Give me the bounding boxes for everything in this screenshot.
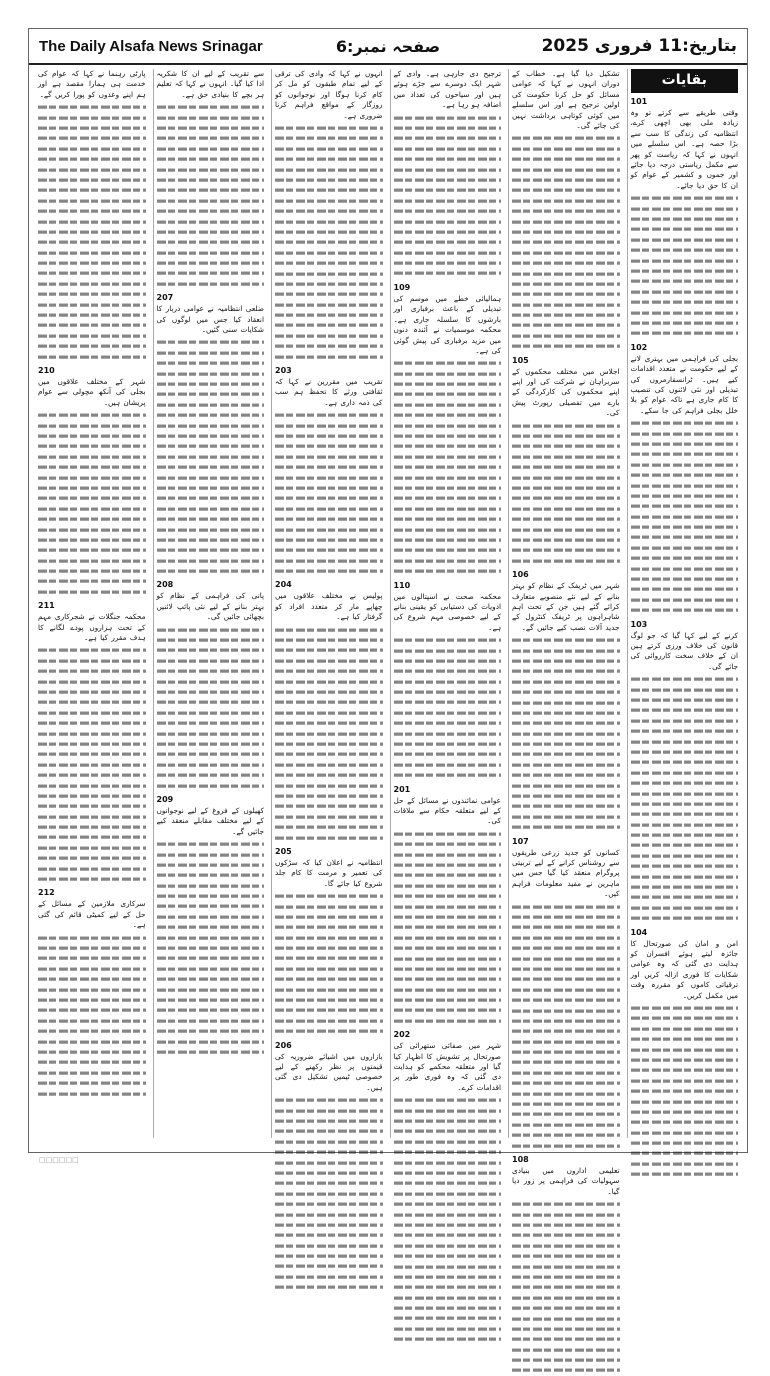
article-number: 206 [275,1040,292,1050]
text-lines [38,410,146,597]
article-number: 108 [512,1155,529,1164]
article-number: 208 [156,580,174,590]
article-number: 210 [38,365,55,375]
article-number: 103 [630,619,648,629]
article-text: اجلاس میں مختلف محکموں کے سربراہان نے شرکت کی اور اپنے اپنے محکموں کی کارکردگی کے بارے میں تفصیلی رپورٹ پیش کی۔ [512,366,620,418]
article-number: 107 [512,836,529,846]
text-lines [38,645,146,884]
article-text: ترجیح دی جارہی ہے۔ وادی کے شہر ایک دوسرے سے جڑے ہوئے ہیں اور سیاحوں کی تعداد میں اضافہ ہو رہا ہے۔ [393,69,501,110]
article-text: شہر میں صفائی ستھرائی کی صورتحال پر تشویش کا اظہار کیا گیا اور متعلقہ محکمے کو ہدایت دی گئی کہ وہ فوری طور پر اقدامات کرے۔ [393,1041,501,1092]
article-number: 101 [630,97,648,106]
column-6 [35,69,149,1138]
article-text: کھیلوں کے فروغ کے لیے نوجوانوں کے لیے مختلف مقابلے منعقد کیے جائیں گے۔ [156,805,264,836]
article-text: وقتی طریقے سے کرتے تو وہ زیادہ ملی بھی اچھی کرے، انتظامیہ کی زندگی کا سب سے بڑا حصہ ہے۔ اس سلسلے میں انہوں نے کہا کہ ریاست کو پھر سے مکمل ریاستی درجہ دیا جائے اور جموں و کشمیر کے عوام کو ان کا حق دیا جائے۔ [630,108,738,190]
article-text: تقریب میں مقررین نے کہا کہ ثقافتی ورثے کا تحفظ ہم سب کی ذمہ داری ہے۔ [275,377,383,407]
column-2 [508,69,623,1196]
issue-date: بتاریخ:11 فروری 2025 [541,36,737,56]
text-lines [512,1199,620,1376]
article-text: پانی کی فراہمی کے نظام کو بہتر بنانے کے لیے نئی پائپ لائنیں بچھائی جائیں گی۔ [156,591,264,622]
article-text: کرنے کے لیے کہا گیا کہ جو لوگ قانون کی خلاف ورزی کرتے ہیں ان کے خلاف سخت کارروائی کی جائے گی۔ [630,630,738,671]
article-columns [35,69,741,1196]
text-lines [631,674,739,923]
article-text: تشکیل دیا گیا ہے۔ خطاب کے دوران انہوں نے کہا کہ عوامی مسائل کو حل کرنا حکومت کی اولین ترجیح ہے اور اس سلسلے میں کوئی کوتاہی برداشت نہیں کی جائے گی۔ [512,69,620,131]
text-lines [512,902,620,1151]
article-number: 110 [393,580,411,590]
article-text: محکمہ صحت نے اسپتالوں میں ادویات کی دستیابی کو یقینی بنانے کے لیے خصوصی مہم شروع کی ہے۔ [393,591,501,632]
article-text: محکمہ جنگلات نے شجرکاری مہم کے تحت ہزاروں پودے لگانے کا ہدف مقرر کیا ہے۔ [38,612,146,643]
text-lines [394,1095,502,1344]
section-title: بقایات [631,69,739,93]
text-lines [394,829,502,1026]
paper-name: The Daily Alsafa News Srinagar [39,37,263,55]
article-text: ضلعی انتظامیہ نے عوامی دربار کا انعقاد کیا جس میں لوگوں کی شکایات سنی گئیں۔ [156,304,264,335]
text-lines [512,635,620,832]
text-lines [394,113,502,279]
text-lines [275,625,383,843]
article-text: بازاروں میں اشیائے ضروریہ کی قیمتوں پر نظر رکھنے کے لیے خصوصی ٹیمیں تشکیل دی گئی ہیں۔ [275,1051,383,1092]
article-text: سرکاری ملازمین کے مسائل کے حل کے لیے کمیٹی قائم کی گئی ہے۔ [38,899,146,930]
article-text: امن و امان کی صورتحال کا جائزہ لیتے ہوئے افسران کو ہدایت دی گئی کہ وہ عوامی شکایات کا فوری ازالہ کریں اور ترقیاتی کاموں کو مقررہ وقت میں مکمل کریں۔ [630,938,738,1000]
column-4 [271,69,386,1138]
article-text: تعلیمی اداروں میں بنیادی سہولیات کی فراہمی پر زور دیا گیا۔ [512,1166,620,1196]
article-number: 201 [393,784,411,794]
text-lines [157,625,265,791]
text-lines [631,418,739,615]
text-lines [512,421,620,566]
footer-mark: □□□□□□ [39,1156,79,1164]
article-number: 104 [630,927,648,937]
text-lines [275,1095,383,1292]
column-1 [627,69,742,1138]
article-number: 102 [630,342,648,352]
article-number: 106 [512,570,529,580]
column-3 [390,69,505,1138]
article-number: 109 [393,282,411,292]
newspaper-page [28,28,748,1196]
page-number: صفحہ نمبر:6 [335,36,441,56]
article-text: پولیس نے مختلف علاقوں میں چھاپے مار کر متعدد افراد کو گرفتار کیا ہے۔ [275,591,383,622]
text-lines [275,410,383,576]
article-number: 212 [38,888,55,898]
article-text: انہوں نے کہا کہ وادی کی ترقی کے لیے تمام طبقوں کو مل کر کام کرنا ہوگا اور نوجوانوں کو روزگار کے مواقع فراہم کرنا ضروری ہے۔ [275,69,383,120]
masthead [29,29,747,65]
text-lines [631,193,739,338]
article-text: عوامی نمائندوں نے مسائل کے حل کے لیے متعلقہ حکام سے ملاقات کی۔ [393,795,501,826]
text-lines [157,839,265,1057]
text-lines [157,337,265,576]
article-number: 211 [38,601,55,611]
text-lines [512,133,620,351]
text-lines [275,891,383,1036]
article-text: پارٹی رہنما نے کہا کہ عوام کی خدمت ہی ہمارا مقصد ہے اور ہم اپنے وعدوں کو پورا کریں گے۔ [38,69,146,99]
article-text: کسانوں کو جدید زرعی طریقوں سے روشناس کرانے کے لیے تربیتی پروگرام منعقد کیا گیا جس میں ماہرین نے مفید معلومات فراہم کیں۔ [512,847,620,899]
text-lines [394,635,502,780]
article-number: 209 [156,794,174,804]
article-number: 202 [393,1030,411,1040]
article-number: 205 [275,846,292,856]
article-number: 207 [156,293,174,303]
article-text: انتظامیہ نے اعلان کیا کہ سڑکوں کی تعمیر و مرمت کا کام جلد شروع کیا جائے گا۔ [275,857,383,888]
text-lines [394,358,502,576]
text-lines [631,1003,739,1180]
text-lines [275,123,383,362]
article-number: 105 [512,355,529,365]
article-text: شہر میں ٹریفک کے نظام کو بہتر بنانے کے لیے نئے منصوبے متعارف کرائے گئے ہیں جن کے تحت اہم شاہراہوں پر ٹریفک کنٹرول کے جدید آلات نصب کیے جائیں گے۔ [512,581,620,632]
article-number: 203 [275,366,292,376]
text-lines [157,102,265,289]
text-lines [38,102,146,362]
column-5 [153,69,268,1138]
article-text: شہر کے مختلف علاقوں میں بجلی کی آنکھ مچولی سے عوام پریشان ہیں۔ [38,376,146,407]
text-lines [38,933,146,1099]
article-text: بجلی کی فراہمی میں بہتری لانے کے لیے حکومت نے متعدد اقدامات کیے ہیں۔ ٹرانسفارمروں کی تبدیلی اور نئی لائنوں کی تنصیب کا کام جاری ہے تاکہ عوام کو بلا خلل بجلی فراہم کی جا سکے۔ [630,353,738,415]
article-text: سے تقریب کے لیے ان کا شکریہ ادا کیا گیا۔ انہوں نے کہا کہ تعلیم ہر بچے کا بنیادی حق ہے۔ [156,69,264,99]
article-number: 204 [275,580,292,590]
article-text: ہمالیائی خطے میں موسم کی تبدیلی کے باعث برفباری اور بارشوں کا سلسلہ جاری ہے۔ محکمہ موسمیات نے آئندہ دنوں میں مزید برفباری کی پیش گوئی کی ہے۔ [393,293,501,355]
